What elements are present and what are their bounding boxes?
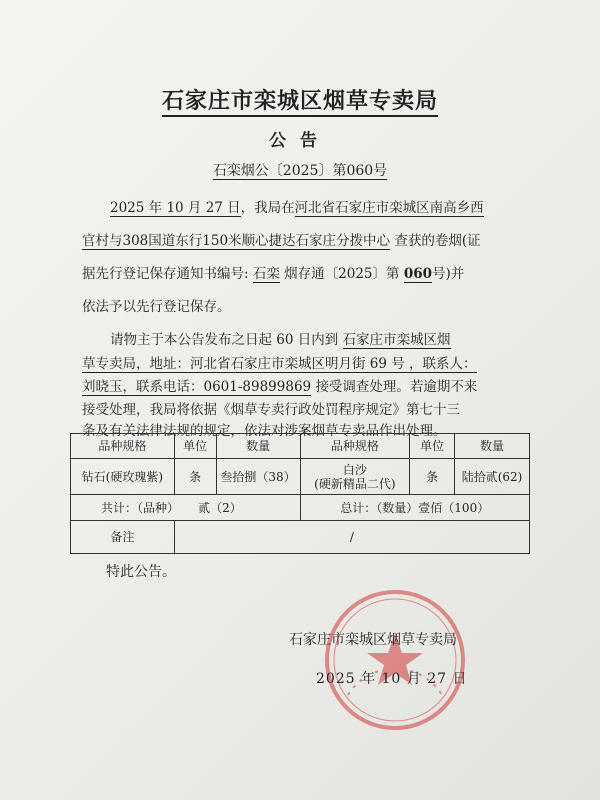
table-header-row (71, 434, 530, 459)
paragraph-1-line-1: 2025 年 10 月 27 日，我局在河北省石家庄市栾城区南高乡西 (110, 200, 484, 216)
seizure-location: 河北省石家庄市栾城区南高乡西 (294, 200, 484, 216)
announcement-heading: 公告 (269, 131, 331, 151)
item-name: 白沙 (硬新精品二代) (300, 459, 410, 495)
total-kinds: 共计：（品种） 贰（2） (71, 495, 301, 521)
item-unit: 条 (174, 459, 216, 495)
item-quantity: 叁拾捌（38） (216, 459, 300, 495)
remark-label: 备注 (71, 521, 175, 554)
table-header: 数量 (455, 434, 530, 459)
table-remark-row (71, 521, 530, 554)
table-header: 单位 (410, 434, 455, 459)
item-name: 钻石(硬玫瑰紫) (71, 459, 175, 495)
paragraph-2-line-3: 刘晓玉，联系电话：0601-89899869 接受调查处理。若逾期不来 (82, 379, 478, 395)
seizure-date: 2025 年 10 月 27 日 (110, 200, 241, 216)
item-quantity: 陆拾贰(62) (455, 459, 530, 495)
table-header: 品种规格 (71, 434, 175, 459)
table-header: 品种规格 (300, 434, 410, 459)
contact-info: 刘晓玉，联系电话：0601-89899869 (82, 379, 312, 395)
notice-number: 060 (403, 266, 432, 282)
paragraph-2-line-2: 草专卖局，地址：河北省石家庄市栾城区明月街 69 号 ，联系人： (82, 356, 477, 372)
office-name: 石家庄市栾城区烟 (342, 332, 451, 348)
table-header: 单位 (174, 434, 216, 459)
office-address: ，地址：河北省石家庄市栾城区明月街 69 号 ，联系人： (136, 356, 477, 372)
document-number: 石栾烟公〔2025〕第060号 (212, 163, 388, 179)
closing-text: 特此公告。 (106, 564, 176, 580)
remark-value: / (174, 521, 529, 554)
paragraph-2-line-1: 请物主于本公告发布之日起 60 日内到 石家庄市栾城区烟 (110, 332, 451, 348)
table-header: 数量 (216, 434, 300, 459)
paragraph-2-line-5: 条及有关法律法规的规定，依法对涉案烟草专卖品作出处理。 (82, 423, 447, 439)
paragraph-1-line-2: 官村与308国道东行150米顺心捷达石家庄分拨中心 查获的卷烟(证 (82, 233, 481, 249)
document-title: 石家庄市栾城区烟草专卖局 (0, 84, 600, 115)
seized-items-table (70, 433, 530, 554)
signature-date: 2025 年 10 月 27 日 (316, 671, 468, 687)
total-quantity: 总计：（数量）壹佰（100） (300, 495, 530, 521)
official-seal-icon (320, 585, 470, 735)
table-row (71, 459, 530, 495)
signature-organization: 石家庄市栾城区烟草专卖局 (289, 632, 457, 648)
paragraph-1-line-3: 据先行登记保存通知书编号: 石栾 烟存通〔2025〕第 060号)并 (82, 266, 465, 282)
paragraph-2-line-4: 接受处理，我局将依据《烟草专卖行政处罚程序规定》第七十三 (82, 402, 460, 418)
table-total-row (71, 495, 530, 521)
item-unit: 条 (410, 459, 455, 495)
paragraph-1-line-4: 依法予以先行登记保存。 (82, 299, 231, 315)
